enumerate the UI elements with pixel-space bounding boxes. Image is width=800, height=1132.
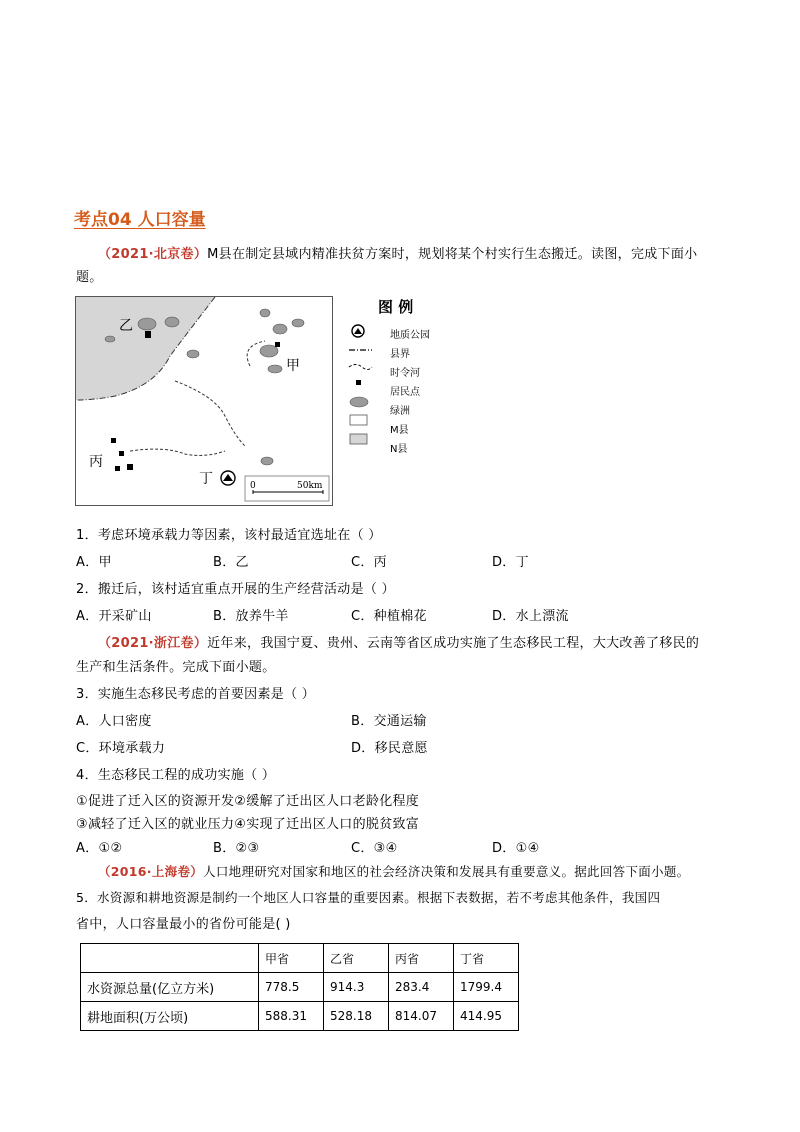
oasis-icon <box>268 365 282 373</box>
q2-stem: 2．搬迁后，该村适宜重点开展的生产经营活动是（ ） <box>76 582 395 597</box>
legend-item: 绿洲 <box>390 406 410 417</box>
n-county-swatch <box>350 434 367 444</box>
oasis-icon <box>105 336 115 342</box>
legend-labels <box>390 326 430 459</box>
county-map <box>75 296 333 506</box>
oasis-icon <box>261 457 273 465</box>
settlement-icon <box>145 331 151 338</box>
table-header-cell: 丁省 <box>454 944 519 973</box>
row-label: 水资源总量(亿立方米) <box>81 973 259 1002</box>
oasis-icon <box>260 309 270 317</box>
settlement-icon <box>115 466 120 471</box>
settlement-icon <box>119 451 124 456</box>
table-row <box>81 973 519 1002</box>
q4-option-b: B．②③ <box>213 841 260 856</box>
legend-item: M县 <box>390 425 409 436</box>
table-row <box>81 1002 519 1031</box>
source-tag: （2016·上海卷） <box>98 864 204 879</box>
legend-item: N县 <box>390 444 408 455</box>
q1-option-d: D．丁 <box>492 555 529 570</box>
table-header-row <box>81 944 519 973</box>
map-label-jia: 甲 <box>286 358 300 374</box>
scale-zero: 0 <box>250 481 256 491</box>
q3-option-d: D．移民意愿 <box>351 741 428 756</box>
q3-stem: 3．实施生态移民考虑的首要因素是（ ） <box>76 687 316 702</box>
intro-paragraph-2 <box>98 632 699 651</box>
q2-option-d: D．水上漂流 <box>492 609 569 624</box>
legend-title: 图 例 <box>378 298 414 316</box>
settlement-icon <box>111 438 116 443</box>
q1-stem: 1．考虑环境承载力等因素，该村最适宜选址在（ ） <box>76 528 382 543</box>
table-cell: 283.4 <box>389 973 454 1002</box>
map-label-ding: 丁 <box>199 471 213 487</box>
legend-item: 居民点 <box>390 387 420 398</box>
q3-option-a: A．人口密度 <box>76 714 152 729</box>
table-cell: 588.31 <box>259 1002 324 1031</box>
map-legend <box>348 296 468 456</box>
q1-option-c: C．丙 <box>351 555 387 570</box>
oasis-icon <box>138 318 156 330</box>
q3-option-c: C．环境承载力 <box>76 741 166 756</box>
q4-statements-1: ①促进了迁入区的资源开发②缓解了迁出区人口老龄化程度 <box>76 794 420 809</box>
data-table <box>80 943 519 1031</box>
q2-option-a: A．开采矿山 <box>76 609 152 624</box>
q2-option-c: C．种植棉花 <box>351 609 427 624</box>
intro-text: M县在制定县域内精准扶贫方案时，规划将某个村实行生态搬迁。读图，完成下面小 <box>207 247 698 262</box>
map-label-yi: 乙 <box>119 318 133 334</box>
oasis-icon <box>187 350 199 358</box>
q4-option-d: D．①④ <box>492 841 540 856</box>
intro-paragraph-1 <box>98 243 697 262</box>
table-header-cell: 丙省 <box>389 944 454 973</box>
q5-stem: 5．水资源和耕地资源是制约一个地区人口容量的重要因素。根据下表数据，若不考虑其他条件，我国四 <box>76 890 661 905</box>
q5-stem-cont: 省中，人口容量最小的省份可能是( ) <box>76 917 291 932</box>
q4-option-a: A．①② <box>76 841 123 856</box>
oasis-icon <box>350 397 368 407</box>
seasonal-river-icon <box>349 365 372 370</box>
legend-item: 时令河 <box>390 368 420 379</box>
q1-option-b: B．乙 <box>213 555 249 570</box>
section-title: 考点04 人口容量 <box>74 210 206 230</box>
table-header-cell: 乙省 <box>324 944 389 973</box>
q3-option-b: B．交通运输 <box>351 714 427 729</box>
intro-text-cont: 生产和生活条件。完成下面小题。 <box>76 660 276 675</box>
table-header-cell <box>81 944 259 973</box>
oasis-icon <box>273 324 287 334</box>
settlement-icon <box>356 380 361 385</box>
oasis-icon <box>292 319 304 327</box>
q1-option-a: A．甲 <box>76 555 112 570</box>
scale-dist: 50km <box>297 481 323 491</box>
intro-paragraph-3 <box>98 862 689 880</box>
table-cell: 914.3 <box>324 973 389 1002</box>
m-county-swatch <box>350 415 367 425</box>
table-cell: 814.07 <box>389 1002 454 1031</box>
table-cell: 528.18 <box>324 1002 389 1031</box>
row-label: 耕地面积(万公顷) <box>81 1002 259 1031</box>
q4-option-c: C．③④ <box>351 841 398 856</box>
source-tag: （2021·北京卷） <box>98 247 208 262</box>
table-cell: 778.5 <box>259 973 324 1002</box>
map-label-bing: 丙 <box>89 454 103 470</box>
intro-text-cont: 题。 <box>76 270 103 285</box>
source-tag: （2021·浙江卷） <box>98 636 208 651</box>
legend-item: 县界 <box>390 349 410 360</box>
q4-stem: 4．生态移民工程的成功实施（ ） <box>76 768 276 783</box>
legend-item: 地质公园 <box>390 330 430 341</box>
q2-option-b: B．放养牛羊 <box>213 609 289 624</box>
q4-statements-2: ③减轻了迁入区的就业压力④实现了迁出区人口的脱贫致富 <box>76 817 420 832</box>
table-header-cell: 甲省 <box>259 944 324 973</box>
table-cell: 1799.4 <box>454 973 519 1002</box>
settlement-icon <box>127 464 133 470</box>
legend-symbols <box>348 322 378 452</box>
intro-text: 人口地理研究对国家和地区的社会经济决策和发展具有重要意义。据此回答下面小题。 <box>203 864 690 879</box>
oasis-icon <box>165 317 179 327</box>
settlement-icon <box>275 342 280 347</box>
table-cell: 414.95 <box>454 1002 519 1031</box>
intro-text: 近年来，我国宁夏、贵州、云南等省区成功实施了生态移民工程，大大改善了移民的 <box>207 636 700 651</box>
